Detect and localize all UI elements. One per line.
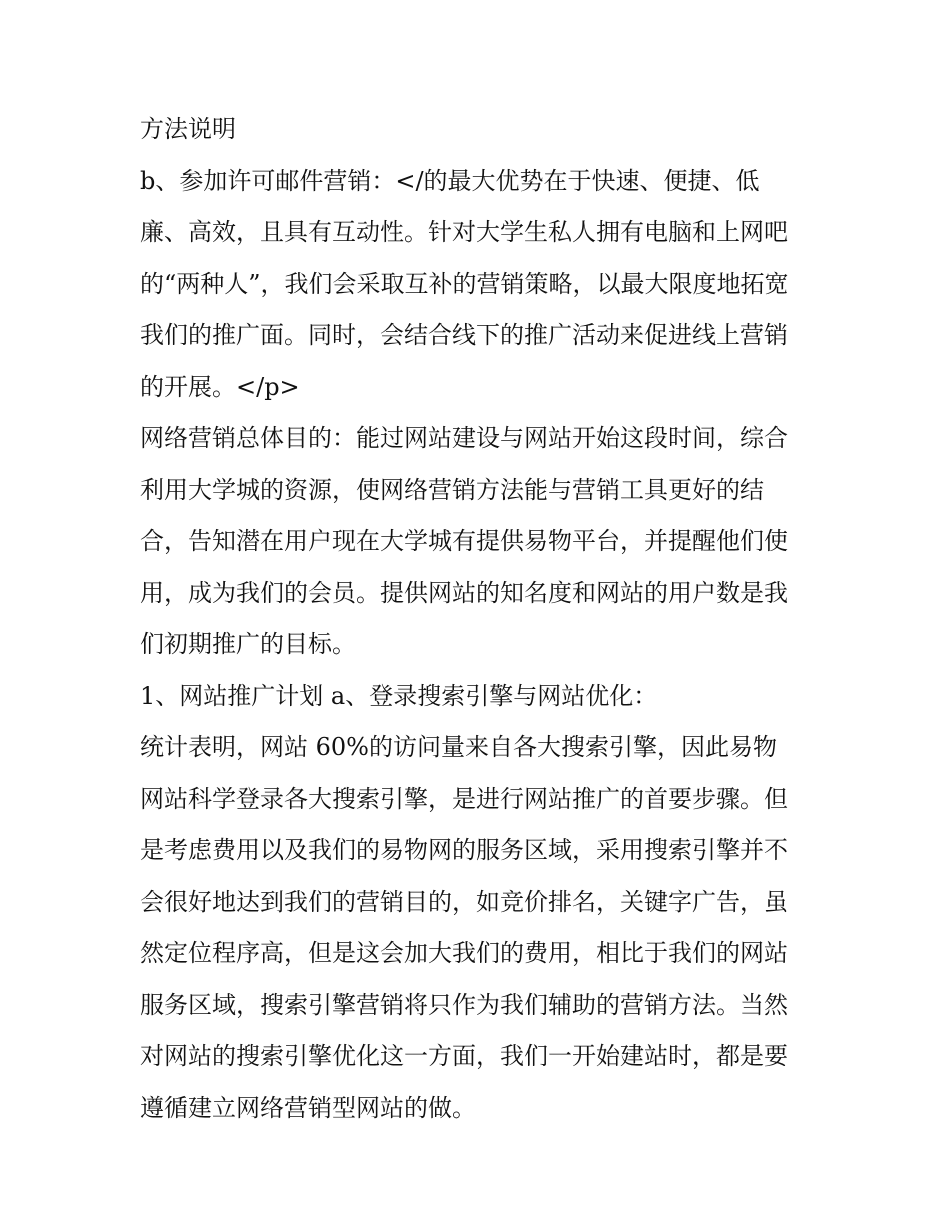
- text-line: b、参加许可邮件营销：</的最大优势在于快速、便捷、低: [140, 166, 760, 195]
- text-line: 网络营销总体目的：能过网站建设与网站开始这段时间，综合: [140, 424, 788, 452]
- text-line: 用，成为我们的会员。提供网站的知名度和网站的用户数是我: [140, 578, 788, 607]
- text-line: 的“两种人”，我们会采取互补的营销策略，以最大限度地拓宽: [140, 269, 789, 298]
- paragraph-promotion-plan: [140, 671, 812, 723]
- text-line: 1、网站推广计划 a、登录搜索引擎与网站优化：: [140, 681, 658, 710]
- text-line: 们初期推广的目标。: [140, 630, 356, 658]
- text-line: 网站科学登录各大搜索引擎，是进行网站推广的首要步骤。但: [140, 784, 788, 813]
- text-line: 的开展。</p>: [140, 372, 300, 401]
- paragraph-email-marketing: [140, 156, 812, 414]
- paragraph-overall-goal: [140, 413, 812, 671]
- text-line: 会很好地达到我们的营销目的，如竞价排名，关键字广告，虽: [140, 887, 788, 916]
- text-line: 利用大学城的资源，使网络营销方法能与营销工具更好的结: [140, 475, 764, 504]
- text-line: 然定位程序高，但是这会加大我们的费用，相比于我们的网站: [140, 939, 788, 967]
- paragraph-search-engine: [140, 722, 812, 1134]
- text-line: 合，告知潜在用户现在大学城有提供易物平台，并提醒他们使: [140, 527, 788, 555]
- text-line: 我们的推广面。同时，会结合线下的推广活动来促进线上营销: [140, 321, 788, 349]
- text-line: 统计表明，网站 60%的访问量来自各大搜索引擎，因此易物: [140, 733, 777, 761]
- text-line: 服务区域，搜索引擎营销将只作为我们辅助的营销方法。当然: [140, 990, 788, 1019]
- text-line: 廉、高效，且具有互动性。针对大学生私人拥有电脑和上网吧: [140, 218, 788, 246]
- document-body: [140, 104, 812, 1134]
- text-line: 是考虑费用以及我们的易物网的服务区域，采用搜索引擎并不: [140, 836, 788, 864]
- section-heading: 方法说明: [140, 115, 236, 143]
- text-line: 遵循建立网络营销型网站的做。: [140, 1093, 476, 1122]
- text-line: 对网站的搜索引擎优化这一方面，我们一开始建站时，都是要: [140, 1042, 788, 1070]
